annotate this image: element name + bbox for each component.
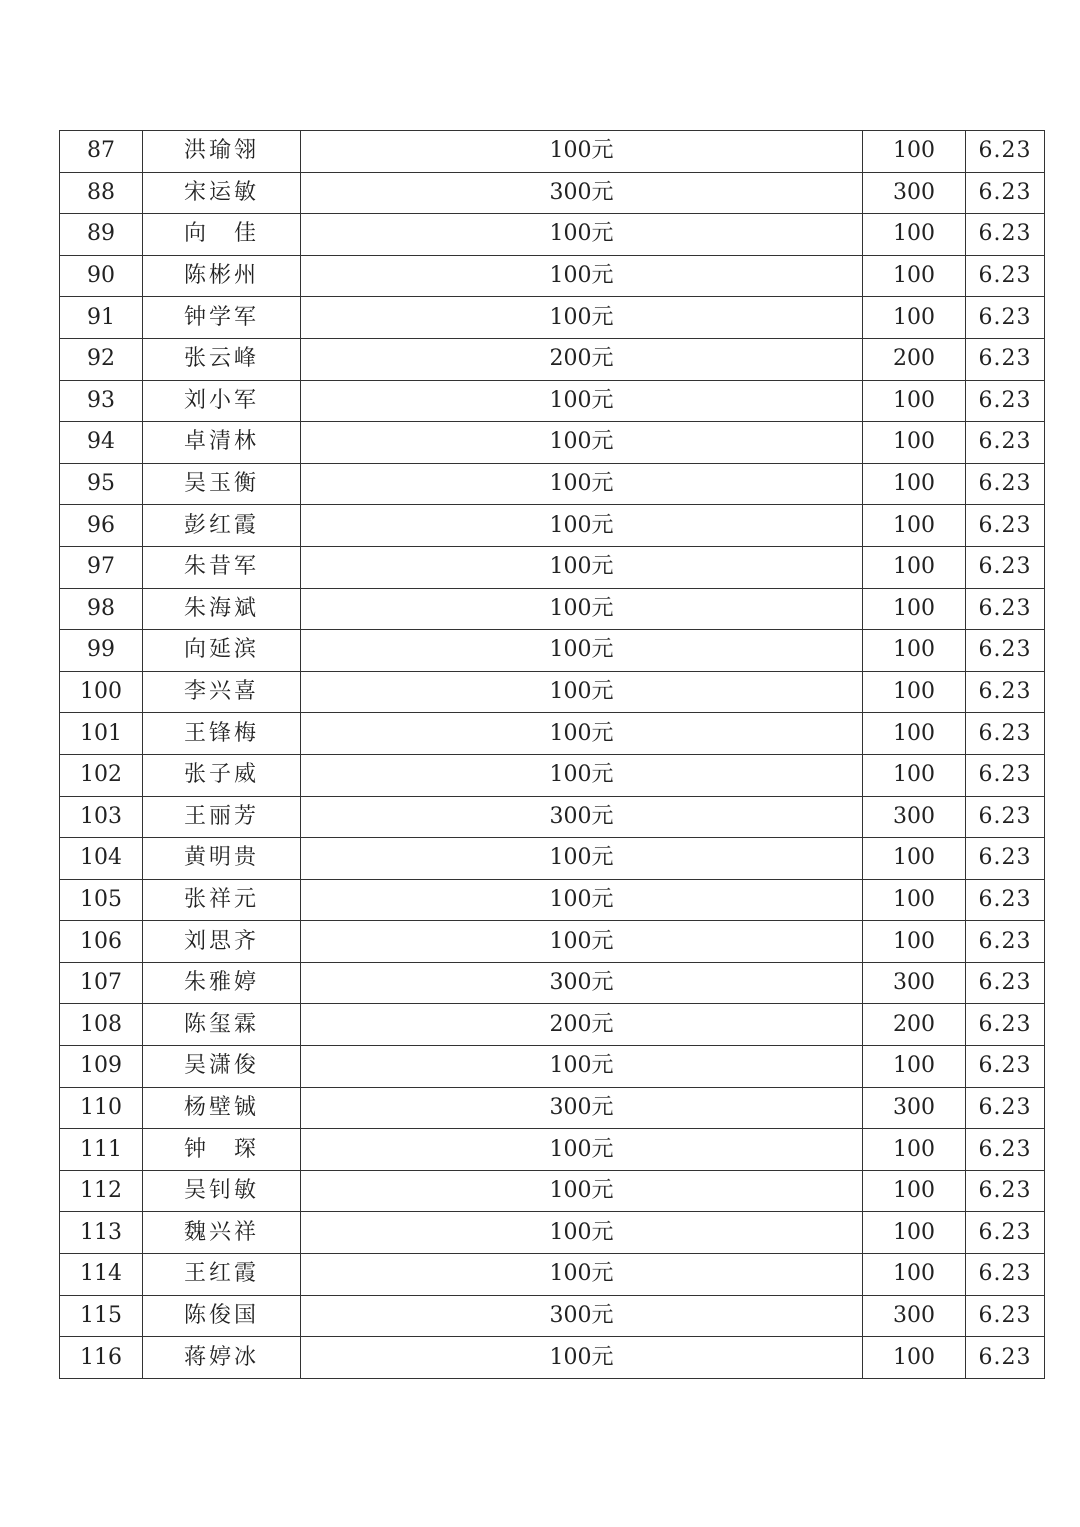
table-row <box>60 297 1045 339</box>
table-row <box>60 505 1045 547</box>
date-cell: 6.23 <box>966 1337 1045 1379</box>
date-cell: 6.23 <box>966 380 1045 422</box>
amount-value-cell: 100 <box>863 1337 966 1379</box>
table-row <box>60 879 1045 921</box>
row-number-cell: 113 <box>60 1212 143 1254</box>
donation-amount-cell: 100元 <box>301 1254 863 1296</box>
table-row <box>60 422 1045 464</box>
amount-value-cell: 100 <box>863 214 966 256</box>
donation-amount-cell: 100元 <box>301 671 863 713</box>
row-number-cell: 90 <box>60 255 143 297</box>
amount-value-cell: 100 <box>863 255 966 297</box>
donor-name-cell: 张祥元 <box>143 879 301 921</box>
donor-name-cell: 彭红霞 <box>143 505 301 547</box>
row-number-cell: 88 <box>60 172 143 214</box>
table-row <box>60 671 1045 713</box>
amount-value-cell: 100 <box>863 1254 966 1296</box>
row-number-cell: 89 <box>60 214 143 256</box>
donor-name-cell: 向延滨 <box>143 630 301 672</box>
donation-amount-cell: 100元 <box>301 297 863 339</box>
donor-name-cell: 宋运敏 <box>143 172 301 214</box>
amount-value-cell: 100 <box>863 630 966 672</box>
table-row <box>60 1087 1045 1129</box>
date-cell: 6.23 <box>966 422 1045 464</box>
row-number-cell: 112 <box>60 1170 143 1212</box>
amount-value-cell: 100 <box>863 297 966 339</box>
donation-amount-cell: 100元 <box>301 463 863 505</box>
amount-value-cell: 100 <box>863 588 966 630</box>
date-cell: 6.23 <box>966 131 1045 173</box>
row-number-cell: 101 <box>60 713 143 755</box>
donation-amount-cell: 100元 <box>301 1170 863 1212</box>
table-row <box>60 380 1045 422</box>
donor-name-cell: 吴玉衡 <box>143 463 301 505</box>
date-cell: 6.23 <box>966 255 1045 297</box>
row-number-cell: 98 <box>60 588 143 630</box>
row-number-cell: 116 <box>60 1337 143 1379</box>
row-number-cell: 96 <box>60 505 143 547</box>
donor-name-cell: 钟学军 <box>143 297 301 339</box>
donation-amount-cell: 100元 <box>301 380 863 422</box>
table-row <box>60 463 1045 505</box>
row-number-cell: 103 <box>60 796 143 838</box>
donation-amount-cell: 100元 <box>301 754 863 796</box>
date-cell: 6.23 <box>966 172 1045 214</box>
amount-value-cell: 100 <box>863 921 966 963</box>
table-row <box>60 796 1045 838</box>
amount-value-cell: 100 <box>863 879 966 921</box>
table-row <box>60 1295 1045 1337</box>
row-number-cell: 94 <box>60 422 143 464</box>
donation-amount-cell: 100元 <box>301 713 863 755</box>
amount-value-cell: 300 <box>863 796 966 838</box>
amount-value-cell: 200 <box>863 1004 966 1046</box>
table-row <box>60 546 1045 588</box>
donation-amount-cell: 100元 <box>301 546 863 588</box>
donation-amount-cell: 100元 <box>301 131 863 173</box>
date-cell: 6.23 <box>966 838 1045 880</box>
table-row <box>60 214 1045 256</box>
amount-value-cell: 300 <box>863 1295 966 1337</box>
date-cell: 6.23 <box>966 754 1045 796</box>
donation-amount-cell: 100元 <box>301 214 863 256</box>
date-cell: 6.23 <box>966 505 1045 547</box>
donation-amount-cell: 100元 <box>301 1337 863 1379</box>
donation-amount-cell: 100元 <box>301 588 863 630</box>
date-cell: 6.23 <box>966 1087 1045 1129</box>
row-number-cell: 104 <box>60 838 143 880</box>
donor-name-cell: 卓清林 <box>143 422 301 464</box>
table-row <box>60 838 1045 880</box>
row-number-cell: 92 <box>60 338 143 380</box>
donation-amount-cell: 100元 <box>301 921 863 963</box>
row-number-cell: 102 <box>60 754 143 796</box>
donor-name-cell: 陈俊国 <box>143 1295 301 1337</box>
donation-amount-cell: 100元 <box>301 1129 863 1171</box>
table-row <box>60 1337 1045 1379</box>
amount-value-cell: 100 <box>863 754 966 796</box>
donation-amount-cell: 100元 <box>301 838 863 880</box>
donor-name-cell: 杨壁铖 <box>143 1087 301 1129</box>
amount-value-cell: 200 <box>863 338 966 380</box>
row-number-cell: 97 <box>60 546 143 588</box>
row-number-cell: 109 <box>60 1046 143 1088</box>
table-row <box>60 921 1045 963</box>
date-cell: 6.23 <box>966 962 1045 1004</box>
donor-name-cell: 刘小军 <box>143 380 301 422</box>
table-row <box>60 713 1045 755</box>
donor-name-cell: 张子威 <box>143 754 301 796</box>
amount-value-cell: 100 <box>863 838 966 880</box>
donation-amount-cell: 100元 <box>301 422 863 464</box>
donation-amount-cell: 100元 <box>301 505 863 547</box>
row-number-cell: 105 <box>60 879 143 921</box>
donor-name-cell: 钟 琛 <box>143 1129 301 1171</box>
table-row <box>60 962 1045 1004</box>
donor-name-cell: 李兴喜 <box>143 671 301 713</box>
donation-table <box>59 130 1045 1379</box>
amount-value-cell: 100 <box>863 1212 966 1254</box>
amount-value-cell: 100 <box>863 131 966 173</box>
donor-name-cell: 黄明贵 <box>143 838 301 880</box>
donation-amount-cell: 100元 <box>301 255 863 297</box>
row-number-cell: 95 <box>60 463 143 505</box>
date-cell: 6.23 <box>966 1046 1045 1088</box>
row-number-cell: 115 <box>60 1295 143 1337</box>
table-row <box>60 588 1045 630</box>
date-cell: 6.23 <box>966 546 1045 588</box>
date-cell: 6.23 <box>966 297 1045 339</box>
donation-amount-cell: 100元 <box>301 1046 863 1088</box>
donor-name-cell: 陈彬州 <box>143 255 301 297</box>
row-number-cell: 91 <box>60 297 143 339</box>
amount-value-cell: 300 <box>863 962 966 1004</box>
donation-amount-cell: 100元 <box>301 630 863 672</box>
table-row <box>60 1254 1045 1296</box>
table-row <box>60 1212 1045 1254</box>
donor-name-cell: 张云峰 <box>143 338 301 380</box>
row-number-cell: 106 <box>60 921 143 963</box>
date-cell: 6.23 <box>966 588 1045 630</box>
donor-name-cell: 朱昔军 <box>143 546 301 588</box>
donor-name-cell: 洪瑜翎 <box>143 131 301 173</box>
amount-value-cell: 100 <box>863 1170 966 1212</box>
row-number-cell: 93 <box>60 380 143 422</box>
amount-value-cell: 300 <box>863 1087 966 1129</box>
donation-amount-cell: 300元 <box>301 1087 863 1129</box>
date-cell: 6.23 <box>966 1170 1045 1212</box>
date-cell: 6.23 <box>966 671 1045 713</box>
donation-table-body <box>60 131 1045 1379</box>
date-cell: 6.23 <box>966 338 1045 380</box>
donor-name-cell: 向 佳 <box>143 214 301 256</box>
row-number-cell: 107 <box>60 962 143 1004</box>
amount-value-cell: 100 <box>863 463 966 505</box>
amount-value-cell: 100 <box>863 1046 966 1088</box>
amount-value-cell: 100 <box>863 380 966 422</box>
amount-value-cell: 300 <box>863 172 966 214</box>
donor-name-cell: 刘思齐 <box>143 921 301 963</box>
table-row <box>60 1004 1045 1046</box>
donor-name-cell: 朱海斌 <box>143 588 301 630</box>
date-cell: 6.23 <box>966 713 1045 755</box>
donor-name-cell: 吴钊敏 <box>143 1170 301 1212</box>
date-cell: 6.23 <box>966 796 1045 838</box>
row-number-cell: 114 <box>60 1254 143 1296</box>
donation-amount-cell: 200元 <box>301 338 863 380</box>
donation-amount-cell: 300元 <box>301 796 863 838</box>
amount-value-cell: 100 <box>863 422 966 464</box>
table-row <box>60 172 1045 214</box>
donor-name-cell: 吴潇俊 <box>143 1046 301 1088</box>
table-row <box>60 338 1045 380</box>
table-row <box>60 255 1045 297</box>
date-cell: 6.23 <box>966 1212 1045 1254</box>
date-cell: 6.23 <box>966 879 1045 921</box>
date-cell: 6.23 <box>966 1129 1045 1171</box>
row-number-cell: 87 <box>60 131 143 173</box>
table-row <box>60 754 1045 796</box>
amount-value-cell: 100 <box>863 671 966 713</box>
date-cell: 6.23 <box>966 921 1045 963</box>
donation-amount-cell: 200元 <box>301 1004 863 1046</box>
date-cell: 6.23 <box>966 630 1045 672</box>
amount-value-cell: 100 <box>863 546 966 588</box>
table-row <box>60 131 1045 173</box>
date-cell: 6.23 <box>966 1254 1045 1296</box>
row-number-cell: 110 <box>60 1087 143 1129</box>
donor-name-cell: 朱雅婷 <box>143 962 301 1004</box>
row-number-cell: 111 <box>60 1129 143 1171</box>
amount-value-cell: 100 <box>863 713 966 755</box>
donation-amount-cell: 100元 <box>301 879 863 921</box>
donor-name-cell: 魏兴祥 <box>143 1212 301 1254</box>
donor-name-cell: 蒋婷冰 <box>143 1337 301 1379</box>
date-cell: 6.23 <box>966 1295 1045 1337</box>
table-row <box>60 1046 1045 1088</box>
row-number-cell: 108 <box>60 1004 143 1046</box>
table-row <box>60 630 1045 672</box>
donation-amount-cell: 300元 <box>301 172 863 214</box>
date-cell: 6.23 <box>966 214 1045 256</box>
donor-name-cell: 王锋梅 <box>143 713 301 755</box>
table-row <box>60 1129 1045 1171</box>
amount-value-cell: 100 <box>863 505 966 547</box>
date-cell: 6.23 <box>966 1004 1045 1046</box>
date-cell: 6.23 <box>966 463 1045 505</box>
row-number-cell: 99 <box>60 630 143 672</box>
donor-name-cell: 陈玺霖 <box>143 1004 301 1046</box>
row-number-cell: 100 <box>60 671 143 713</box>
table-row <box>60 1170 1045 1212</box>
donation-amount-cell: 300元 <box>301 962 863 1004</box>
donation-amount-cell: 300元 <box>301 1295 863 1337</box>
donor-name-cell: 王丽芳 <box>143 796 301 838</box>
donor-name-cell: 王红霞 <box>143 1254 301 1296</box>
donation-amount-cell: 100元 <box>301 1212 863 1254</box>
amount-value-cell: 100 <box>863 1129 966 1171</box>
